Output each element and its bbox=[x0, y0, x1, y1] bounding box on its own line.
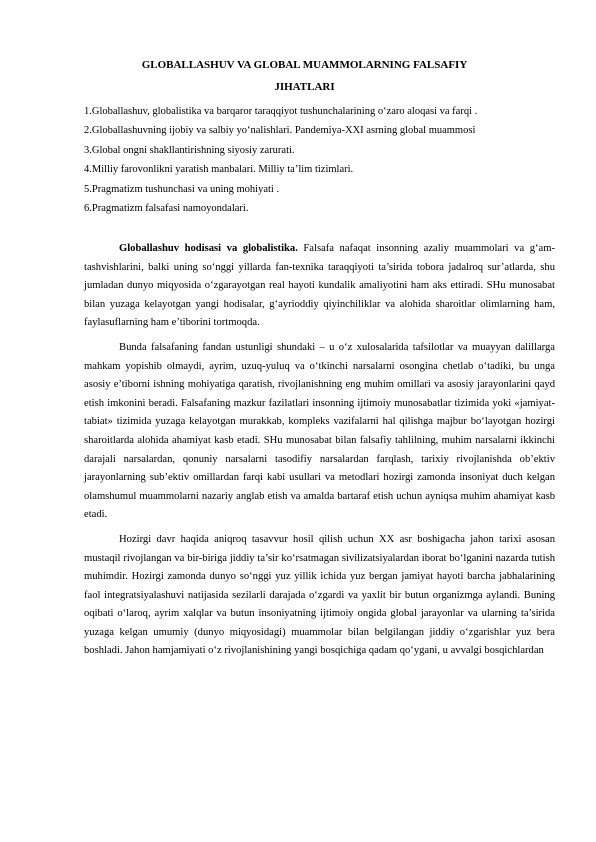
plan-item: 5.Pragmatizm tushunchasi va uning mohiyati . bbox=[84, 183, 280, 195]
paragraph-3: Hozirgi davr haqida aniqroq tasavvur hosil qilish uchun XX asr boshigacha jahon tarixi asosan mustaqil rivojlangan va bir-biriga jiddiy ta’sir koʻrsatmagan sivilizatsiyalardan iborat boʻlganini nazarda tutish muhimdir. Hozirgi zamonda dunyo soʻnggi yuz yillik ichida yuz bergan jamiyat hayoti barcha jabhalarining faol integratsiyalashuvi natijasida sezilarli darajada oʻzgardi va yaxlit bir butun organizmga aylandi. Buning oqibati oʻlaroq, ayrim xalqlar va butun insoniyatning ijtimoiy ongida global jarayonlar va ularning ta’sirida yuzaga kelgan umumiy (dunyo miqyosidagi) muammolar bilan belgilangan jiddiy oʻzgarishlar yuz bera boshladi. Jahon hamjamiyati oʻz rivojlanishining yangi bosqichiga qadam qoʻygani, u avvalgi bosqichlardan bbox=[84, 533, 555, 657]
plan-list bbox=[84, 102, 544, 218]
document-title-line-2: JIHATLARI bbox=[274, 81, 335, 93]
paragraph-1-lead: Globallashuv hodisasi va globalistika. bbox=[119, 243, 298, 254]
plan-item: 3.Global ongni shakllantirishning siyosiy zarurati. bbox=[84, 144, 295, 156]
plan-item: 4.Milliy farovonlikni yaratish manbalari. Milliy ta’lim tizimlari. bbox=[84, 164, 354, 176]
plan-item: 1.Globallashuv, globalistika va barqaror taraqqiyot tushunchalarining oʻzaro aloqasi va farqi . bbox=[84, 106, 478, 117]
paragraph-2: Bunda falsafaning fandan ustunligi shundaki – u oʻz xulosalarida tafsilotlar va muayyan dalillarga mahkam yopishib olmaydi, ayrim, uzuq-yuluq va oʻtkinchi narsalarni osongina chetlab oʻtadiki, bu unga asosiy e’tiborni ishning mohiyatiga qaratish, rivojlanishning eng muhim omillari va asosiy jarayonlarini qayd etish imkonini beradi. Falsafaning mazkur fazilatlari insonning ijtimoiy munosabatlar tizimida yoki «jamiyat-tabiat» tizimida yuzaga kelayotgan murakkab, kompleks vazifalarni hal qilishga majbur boʻlayotgan hozirgi sharoitlarda alohida ahamiyat kasb etadi. SHu munosabat bilan falsafiy tahlilning, muhim narsalarni ikkinchi darajali narsalardan, qonuniy narsalarni tasodifiy narsalardan farqlash, tarixiy rivojlanishda ob’ektiv jarayonlarning sub’ektiv omillardan farqi kabi usullari va metodlari hozirgi zamonda insoniyat duch kelgan olamshumul muammolarni nazariy anglab etish va amalda bartaraf etish uchun ayniqsa muhim ahamiyat kasb etadi. bbox=[84, 341, 555, 521]
paragraph-1 bbox=[84, 240, 555, 333]
plan-item: 2.Globallashuvning ijobiy va salbiy yoʻnalishlari. Pandemiya-XXI asrning global muammosi bbox=[84, 125, 476, 137]
document-title-line-1: GLOBALLASHUV VA GLOBAL MUAMMOLARNING FALSAFIY bbox=[141, 59, 468, 71]
paragraph-1-text: Falsafa nafaqat insonning azaliy muammolari va gʻam-tashvishlarini, balki uning soʻnggi yillarda fan-texnika taraqqiyoti ta’sirida tobora jadalroq sur’atlarda, shu jumladan dunyo miqyosida oʻzgarayotgan real hayoti kundalik amaliyotini ham aks ettiradi. SHu munosabat bilan yuzaga kelayotgan yangi hodisalar, gʻayrioddiy qiyinchiliklar va alohida sharoitlar olimlarning ham, faylasuflarning ham e’tiborini tortmoqda. bbox=[84, 243, 555, 329]
plan-item: 6.Pragmatizm falsafasi namoyondalari. bbox=[84, 203, 249, 215]
body-text bbox=[84, 240, 555, 667]
